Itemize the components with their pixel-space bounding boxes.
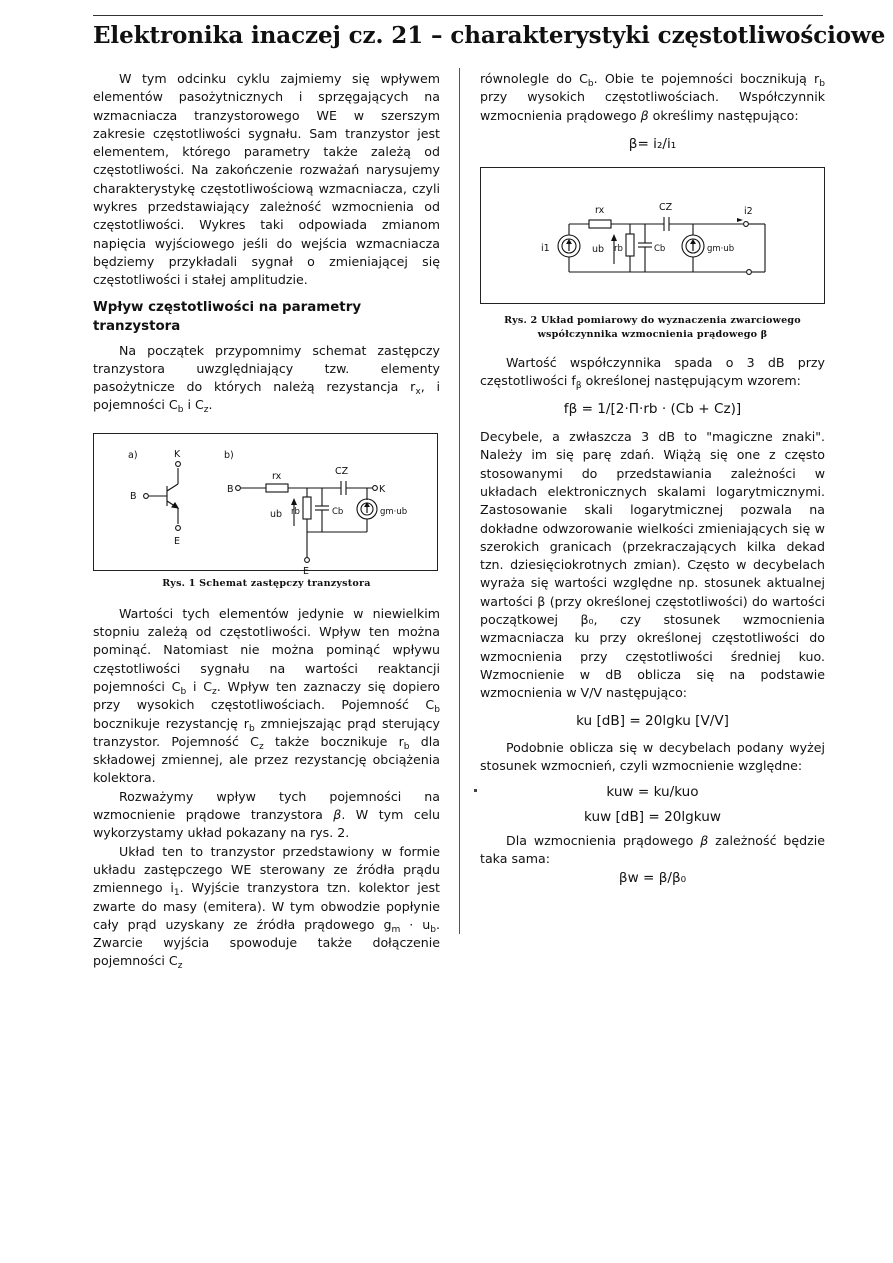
left-column	[93, 70, 440, 971]
formula-ku-db: ku [dB] = 20lgku [V/V]	[576, 712, 729, 729]
column-divider	[459, 68, 460, 934]
formula-kuw: kuw = ku/kuo	[606, 784, 699, 801]
figure-2-caption-line-1: Rys. 2 Układ pomiarowy do wyznaczenia zwarciowego	[504, 315, 801, 327]
fig1-cz: CZ	[335, 465, 349, 477]
section-heading: Wpływ częstotliwości na parametry tranzystora	[93, 299, 362, 334]
fig2-cz: CZ	[659, 202, 673, 214]
figure-2-caption-line-2: współczynnika wzmocnienia prądowego β	[537, 329, 768, 341]
fig2-gm: gm·ub	[707, 244, 735, 255]
fig1-gm: gm·ub	[380, 506, 408, 517]
paragraph-4: Rozważymy wpływ tych pojemności na wzmocnienie prądowe tranzystora β. W tym celu wykorzystamy układ pokazany na rys. 2.	[93, 788, 440, 841]
fig1-e-b: E	[303, 565, 310, 577]
article-title: Elektronika inaczej cz. 21 – charakterystyki częstotliwościowe	[93, 22, 886, 49]
formula-beta: β= i₂/i₁	[628, 135, 677, 152]
fig2-i1: i1	[541, 243, 550, 255]
fig2-i2: i2	[744, 206, 753, 218]
fig1-rx: rx	[272, 470, 282, 482]
paragraph-5: Układ ten to tranzystor przedstawiony w formie układu zastępczego WE sterowany ze źródła prądu zmiennego $i_1$. Wyjście tranzystora tzn. kolektor jest zwarte do masy (emitera). W tym obwodzie popłynie cały prąd uzyskany ze źródła prądowego $g_m \cdot u_b$. Zwarcie wyjścia spowoduje także dołączenie pojemności $C_z$	[93, 843, 440, 972]
paragraph-2: Na początek przypomnimy schemat zastępczy tranzystora uwzględniający tzw. elementy pasożytnicze do których należą rezystancja $r_x$, i pojemności $C_b$ i $C_z$.	[93, 342, 440, 416]
fig1-ub: ub	[270, 508, 283, 520]
fig1-e-a: E	[174, 535, 181, 547]
fig2-cb: Cb	[654, 244, 666, 255]
figure-1-caption: Rys. 1 Schemat zastępczy tranzystora	[162, 577, 371, 589]
right-paragraph-2: Wartość współczynnika spada o 3 dB przy częstotliwości $f_\beta$ określonej następującym wzorem:	[480, 355, 825, 392]
right-paragraph-5: Dla wzmocnienia prądowego β zależność będzie taka sama:	[480, 833, 825, 867]
right-paragraph-3: Decybele, a zwłaszcza 3 dB to "magiczne znaki". Należy im się parę zdań. Wiążą się one z często stosowanymi do przedstawiania zależności w układach elektronicznych skalami logarytmicznymi. Zastosowanie skali logarytmicznej pozwala na dokładne odwzorowanie wielkości zmieniających się w szerokich granicach (przekraczających kilka dekad tzn. dziesięciokrotnych zmian). Często w decybelach wyraża się wartości względne np. stosunek aktualnej wartości β (przy określonej częstotliwości) do wartości początkowej β₀, czy stosunek wzmocnienia wzmacniacza ku przy określonej częstotliwości do wzmocnienia przy częstotliwości średniej kuo. Wzmocnienie w dB oblicza się na podstawie wzmocnienia w V/V następująco:	[480, 429, 825, 701]
fig1-label-b: b)	[224, 449, 234, 461]
right-paragraph-1: równolegle do $C_b$. Obie te pojemności bocznikują $r_b$ przy wysokich częstotliwościach. Współczynnik wzmocnienia prądowego β określimy następująco:	[480, 71, 825, 123]
fig1-k-a: K	[174, 448, 181, 460]
fig1-cb: Cb	[332, 506, 344, 517]
figure-1-schematic	[94, 434, 437, 577]
fig1-label-a: a)	[128, 449, 138, 461]
paragraph-3: Wartości tych elementów jedynie w niewielkim stopniu zależą od częstotliwości. Wpływ ten można pominąć. Natomiast nie można pominąć wpływu częstotliwości sygnału na wartości reaktancji pojemności $C_b$ i $C_z$. Wpływ ten zaznaczy się dopiero przy wysokich częstotliwościach. Pojemność $C_b$ bocznikuje rezystancję $r_b$ zmniejszając prąd sterujący tranzystor. Pojemność $C_z$ także bocznikuje $r_b$ dla składowej zmiennej, ale przez rezystancję obciążenia kolektora.	[93, 605, 441, 786]
top-rule	[93, 15, 823, 16]
figure-1	[93, 433, 438, 577]
intro-paragraph: W tym odcinku cyklu zajmiemy się wpływem elementów pasożytnicznych i sprzęgających na wzmacniacza tranzystorowego WE w szerszym zakresie częstotliwości sygnału. Sam tranzystor jest elementem, którego parametry także zależą od częstotliwości. Na zakończenie rozważań narysujemy charakterystykę częstotliwościową wzmacniacza, czyli wykres przedstawiający zależność wzmocnienia od częstotliwości. Wykres taki odpowiada zmianom napięcia wyjściowego jeśli do wejścia wzmacniacza będziemy przykładali sygnał o zmieniającej się częstotliwości i stałej amplitudzie.	[93, 71, 440, 288]
fig2-rx: rx	[595, 205, 605, 217]
fig1-k-b: K	[379, 483, 386, 495]
fig1-b-b: B	[227, 483, 234, 495]
formula-beta-w: βw = β/β₀	[618, 869, 687, 886]
formula-f-beta: fβ = 1/[2·Π·rb · (Cb + Cz)]	[563, 400, 742, 417]
right-column	[480, 70, 825, 887]
margin-mark	[474, 789, 477, 792]
fig2-rb: rb	[614, 244, 623, 255]
figure-2-schematic	[481, 168, 824, 303]
fig2-ub: ub	[592, 244, 605, 256]
formula-kuw-db: kuw [dB] = 20lgkuw	[584, 808, 721, 825]
fig1-rb: rb	[291, 506, 300, 517]
right-paragraph-4: Podobnie oblicza się w decybelach podany wyżej stosunek wzmocnień, czyli wzmocnienie względne:	[480, 739, 825, 774]
fig1-b-a: B	[130, 490, 137, 502]
figure-2	[480, 167, 825, 304]
